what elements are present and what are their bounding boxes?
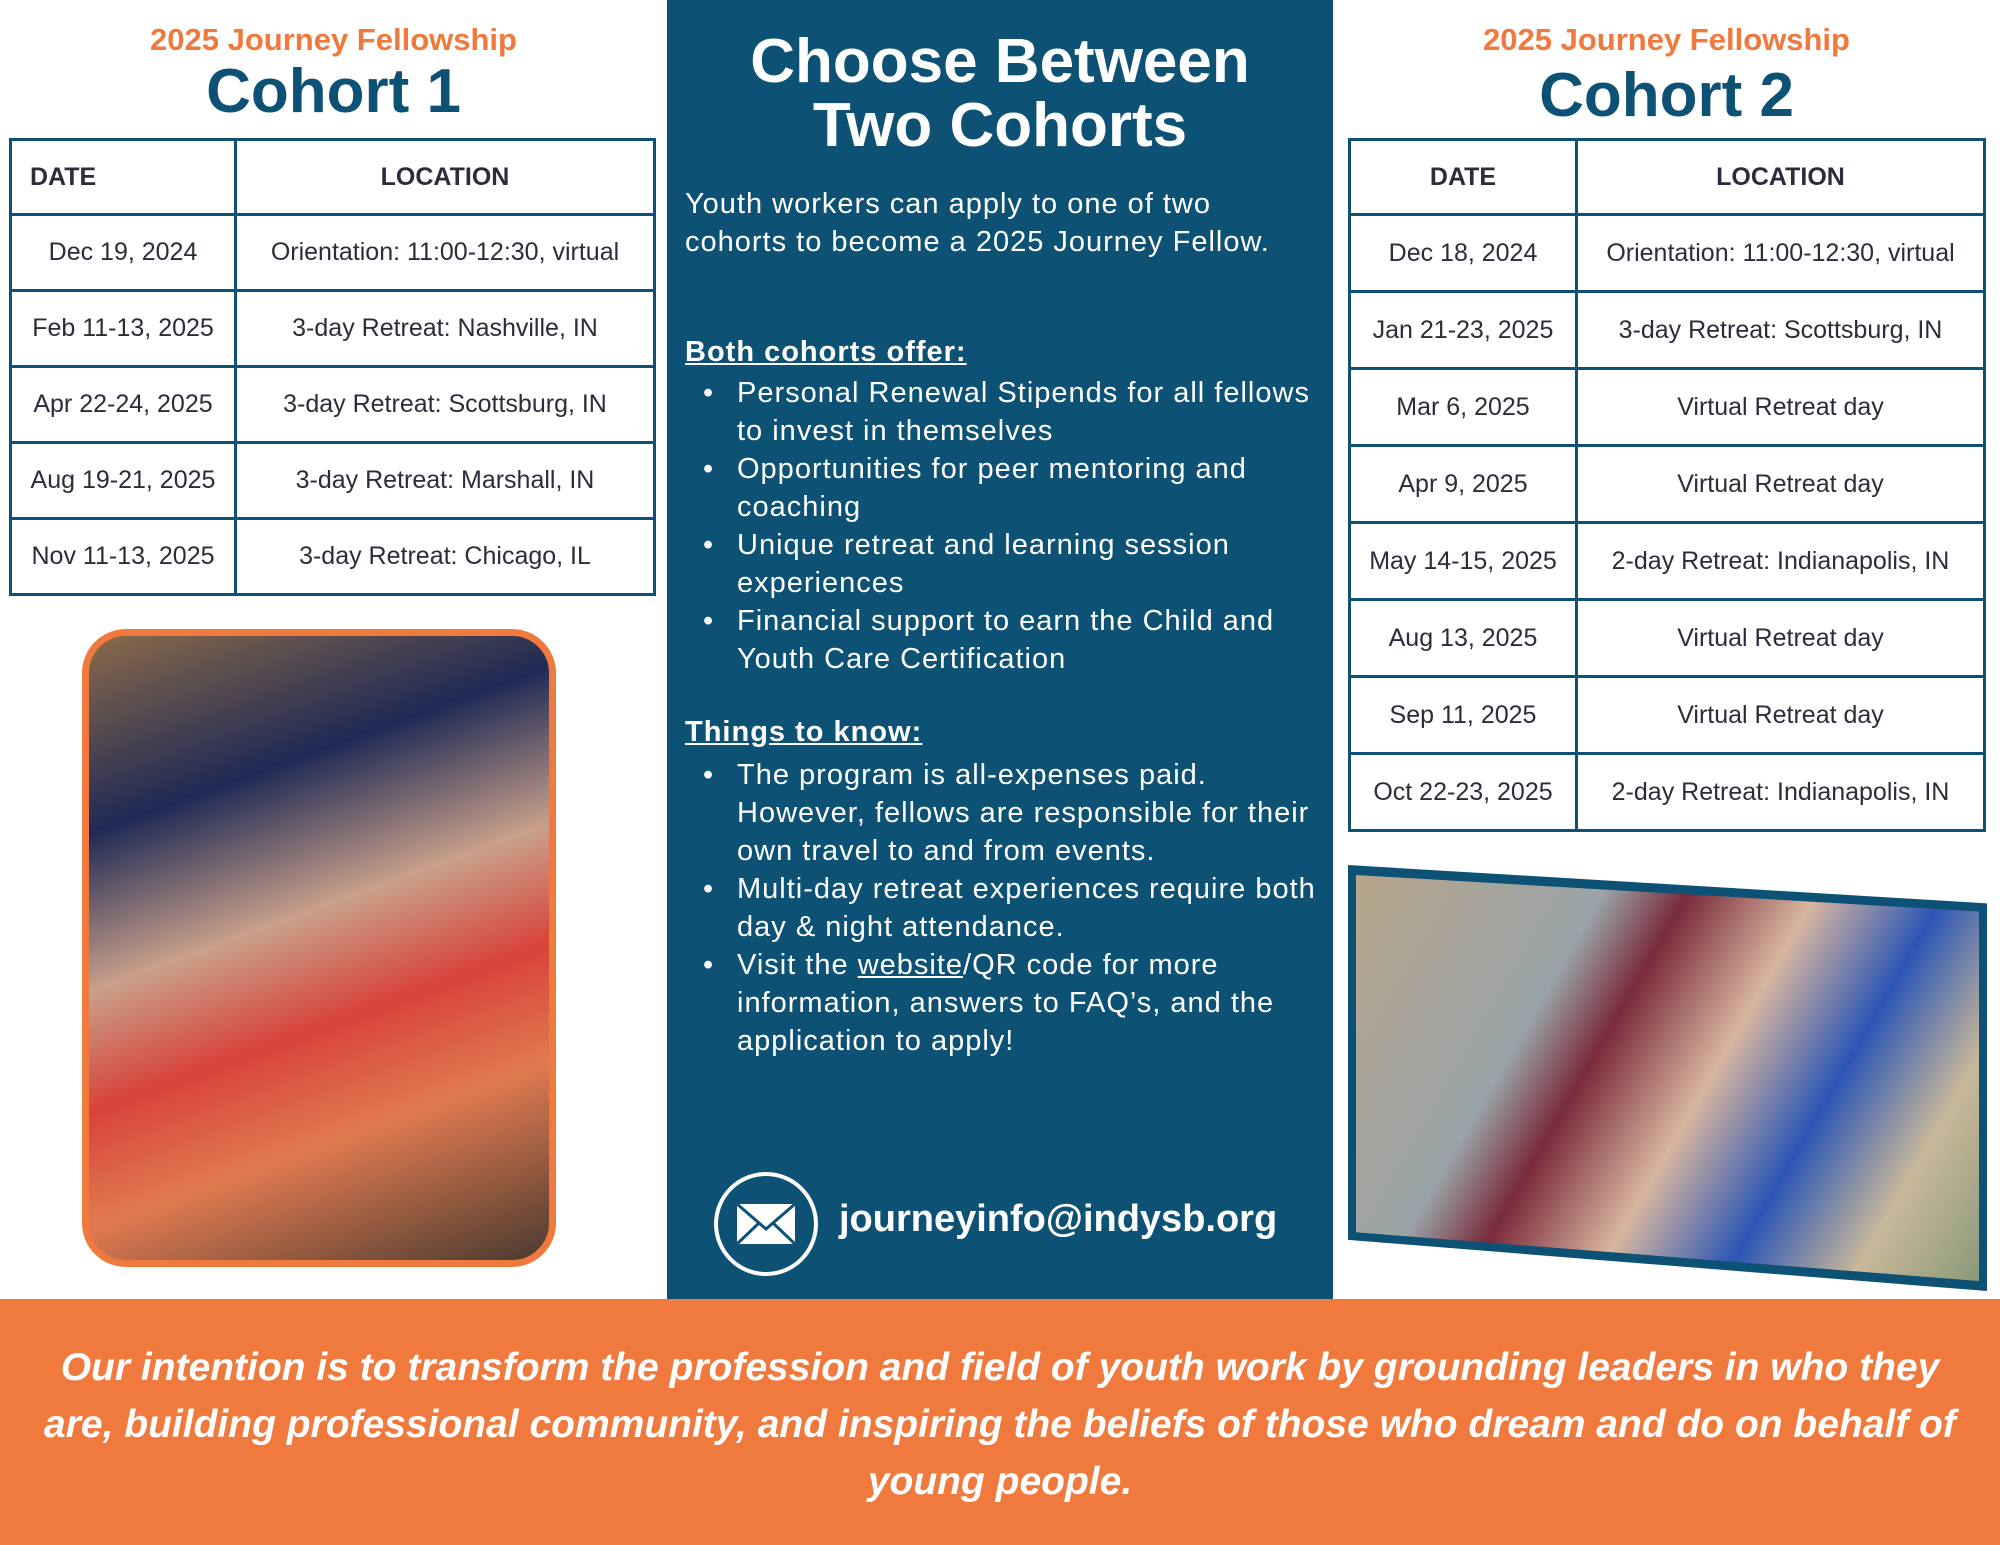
table-row (1350, 600, 1985, 677)
location-cell: Orientation: 11:00-12:30, virtual (1577, 215, 1985, 292)
date-cell: Dec 18, 2024 (1350, 215, 1577, 292)
cohort1-title: Cohort 1 (206, 57, 461, 126)
location-cell: 2-day Retreat: Indianapolis, IN (1577, 523, 1985, 600)
table-row (1350, 215, 1985, 292)
photo-image (1356, 875, 1979, 1281)
location-cell: 3-day Retreat: Scottsburg, IN (1577, 292, 1985, 369)
table-row (11, 367, 655, 443)
list-item: • The program is all-expenses paid. However, fellows are responsible for their own travel to and from events. (685, 756, 1321, 870)
date-cell: Jan 21-23, 2025 (1350, 292, 1577, 369)
mission-statement: Our intention is to transform the profession and field of youth work by grounding leaders in who they are, building professional community, and inspiring the beliefs of those who dream and do on behalf of young people. (0, 1299, 2000, 1545)
table-row (1350, 677, 1985, 754)
location-cell: Virtual Retreat day (1577, 446, 1985, 523)
know-list (685, 756, 1321, 1060)
location-cell: Virtual Retreat day (1577, 677, 1985, 754)
location-cell: Orientation: 11:00-12:30, virtual (236, 215, 655, 291)
location-cell: 3-day Retreat: Chicago, IL (236, 519, 655, 595)
date-cell: Aug 13, 2025 (1350, 600, 1577, 677)
table-row (1350, 369, 1985, 446)
location-cell: Virtual Retreat day (1577, 369, 1985, 446)
cohort2-kicker: 2025 Journey Fellowship (1483, 22, 1850, 57)
list-item: • Multi-day retreat experiences require both day & night attendance. (685, 870, 1321, 946)
date-cell: Oct 22-23, 2025 (1350, 754, 1577, 831)
date-cell: Dec 19, 2024 (11, 215, 236, 291)
table-row (11, 519, 655, 595)
date-header: DATE (11, 140, 236, 215)
group-selfie-photo (82, 629, 556, 1267)
date-cell: Mar 6, 2025 (1350, 369, 1577, 446)
table-row (1350, 523, 1985, 600)
table-header (11, 140, 655, 215)
table-row (1350, 754, 1985, 831)
website-link[interactable]: website (857, 949, 964, 981)
visit-text: Visit the (737, 949, 858, 981)
location-cell: 2-day Retreat: Indianapolis, IN (1577, 754, 1985, 831)
list-item: • Personal Renewal Stipends for all fellows to invest in themselves (685, 374, 1321, 450)
date-cell: Nov 11-13, 2025 (11, 519, 236, 595)
location-cell: 3-day Retreat: Scottsburg, IN (236, 367, 655, 443)
location-cell: 3-day Retreat: Nashville, IN (236, 291, 655, 367)
table-row (11, 215, 655, 291)
location-header: LOCATION (236, 140, 655, 215)
location-cell: Virtual Retreat day (1577, 600, 1985, 677)
date-cell: Feb 11-13, 2025 (11, 291, 236, 367)
cohort2-title: Cohort 2 (1539, 61, 1794, 130)
list-item: • Unique retreat and learning session experiences (685, 526, 1321, 602)
date-cell: Aug 19-21, 2025 (11, 443, 236, 519)
location-header: LOCATION (1577, 140, 1985, 215)
location-cell: 3-day Retreat: Marshall, IN (236, 443, 655, 519)
table-row (11, 291, 655, 367)
know-heading: Things to know: (685, 716, 923, 748)
table-row (1350, 446, 1985, 523)
date-cell: Apr 22-24, 2025 (11, 367, 236, 443)
table-header (1350, 140, 1985, 215)
list-item: • Financial support to earn the Child and Youth Care Certification (685, 602, 1321, 678)
cohort1-schedule-table (9, 138, 656, 596)
title-line: Choose Between (750, 27, 1250, 96)
contact-email[interactable]: journeyinfo@indysb.org (839, 1198, 1278, 1240)
main-title (667, 27, 1333, 160)
date-header: DATE (1350, 140, 1577, 215)
visit-text: /QR code for more information, answers to FAQ’s, and the application to apply! (737, 949, 1275, 1057)
title-line: Two Cohorts (812, 91, 1188, 160)
envelope-icon (714, 1172, 818, 1276)
intro-text: Youth workers can apply to one of two cohorts to become a 2025 Journey Fellow. (685, 188, 1270, 258)
table-row (11, 443, 655, 519)
cohort2-schedule-table (1348, 138, 1986, 832)
middle-panel (667, 0, 1333, 1299)
date-cell: Apr 9, 2025 (1350, 446, 1577, 523)
date-cell: Sep 11, 2025 (1350, 677, 1577, 754)
list-item (685, 946, 1321, 1060)
list-item: • Opportunities for peer mentoring and coaching (685, 450, 1321, 526)
offer-heading: Both cohorts offer: (685, 336, 967, 368)
table-row (1350, 292, 1985, 369)
offers-list (685, 374, 1321, 678)
date-cell: May 14-15, 2025 (1350, 523, 1577, 600)
group-outdoor-photo (1348, 865, 1987, 1291)
cohort1-kicker: 2025 Journey Fellowship (150, 22, 517, 57)
